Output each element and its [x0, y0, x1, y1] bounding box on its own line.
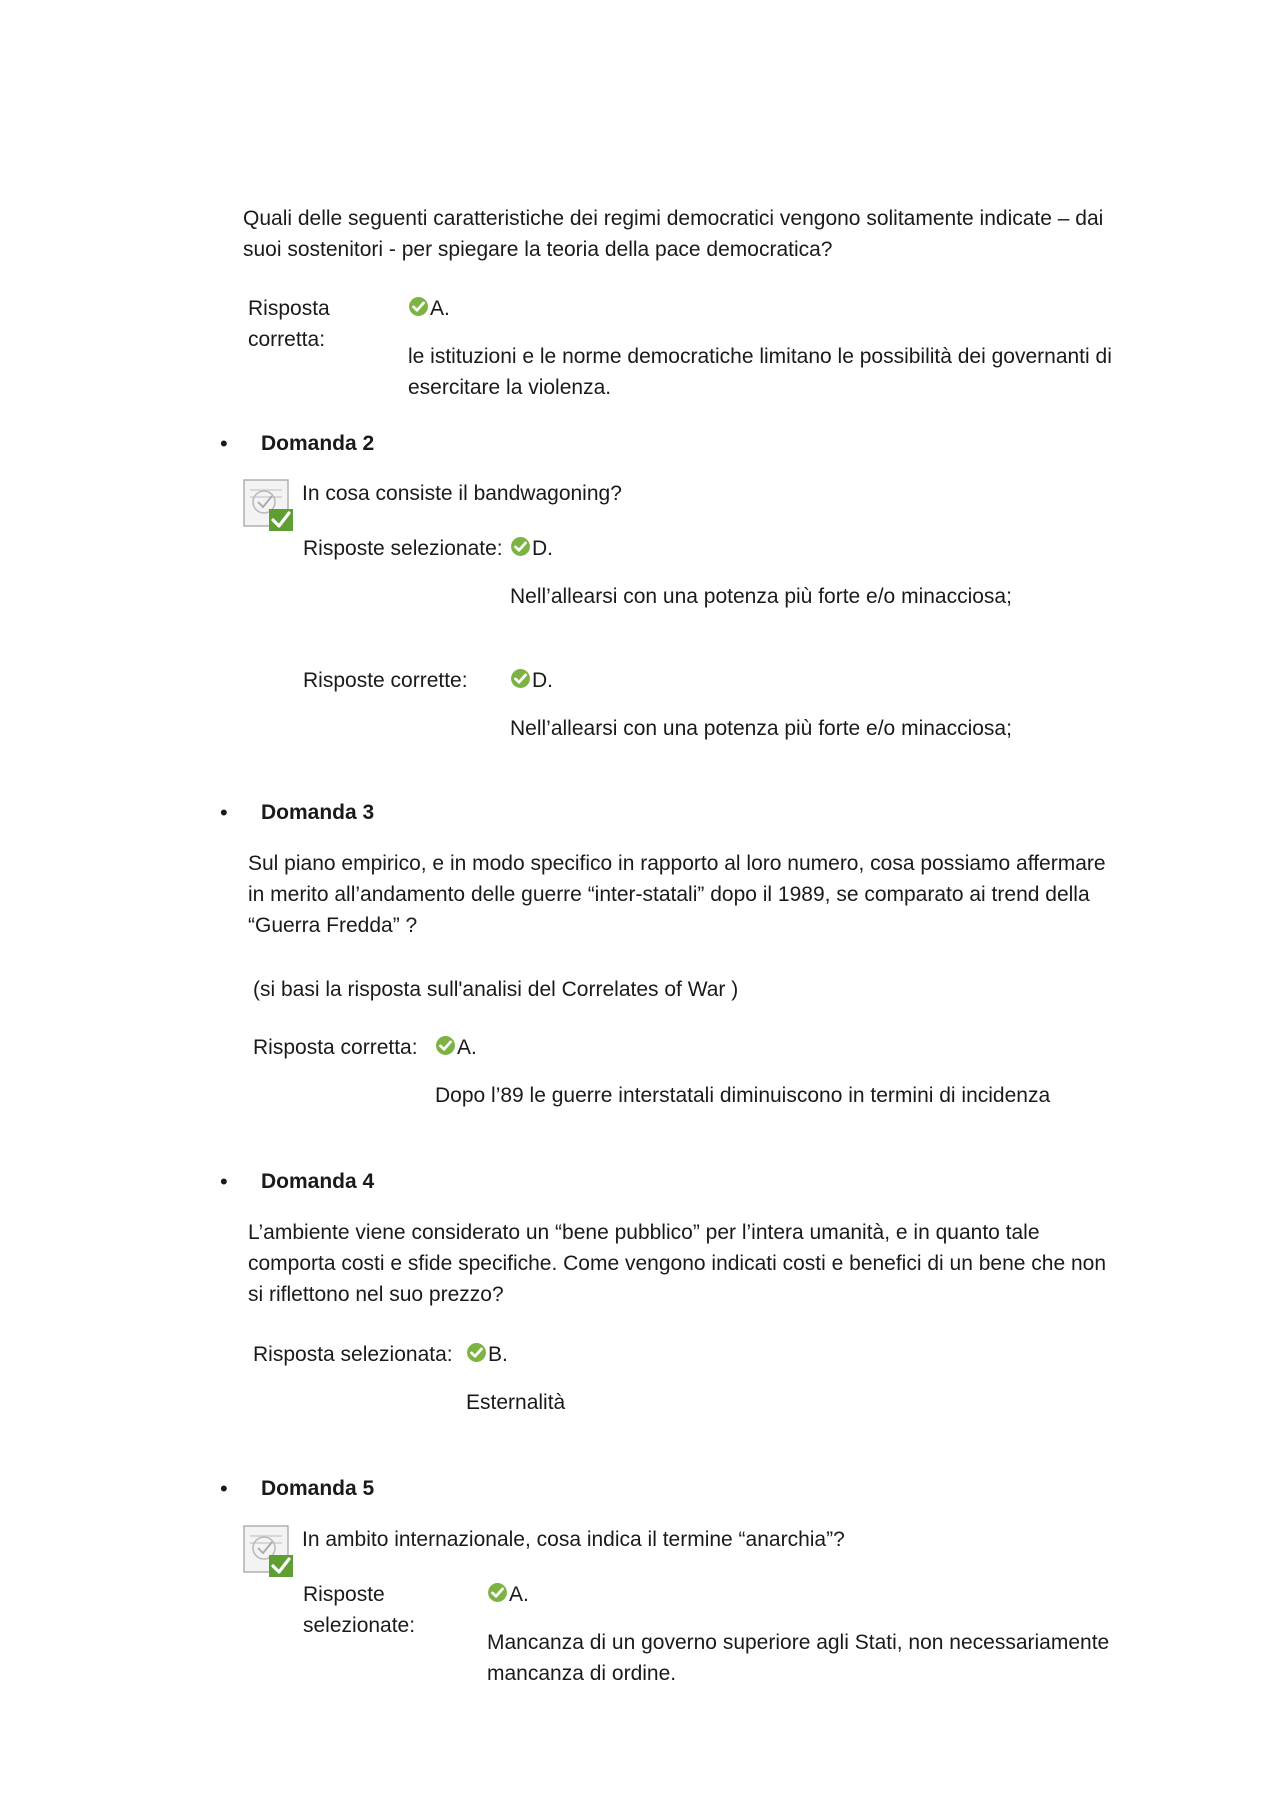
- answer-text: Nell’allearsi con una potenza più forte e/o minacciosa;: [510, 717, 1012, 740]
- correct-check-icon: [487, 1582, 508, 1603]
- bullet: •: [220, 431, 228, 456]
- answer-text-line: esercitare la violenza.: [408, 376, 612, 399]
- answer-option: [466, 1339, 508, 1370]
- answer-letter: A.: [509, 1583, 529, 1606]
- bullet: •: [220, 800, 228, 825]
- answer-text-line: le istituzioni e le norme democratiche limitano le possibilità dei governanti di: [408, 345, 1112, 368]
- answer-letter: D.: [532, 537, 553, 560]
- graded-question-icon: [242, 478, 296, 532]
- answer-label: Risposte corrette:: [303, 669, 468, 692]
- graded-question-icon: [242, 1524, 296, 1578]
- question-text: In cosa consiste il bandwagoning?: [302, 482, 622, 505]
- question-title: Domanda 5: [261, 1477, 375, 1500]
- answer-text-line: mancanza di ordine.: [487, 1662, 677, 1685]
- question-text-line: L’ambiente viene considerato un “bene pubblico” per l’intera umanità, e in quanto tale: [248, 1221, 1040, 1244]
- question-text-line: si riflettono nel suo prezzo?: [248, 1283, 504, 1306]
- bullet: •: [220, 1169, 228, 1194]
- answer-label: Risposta: [248, 297, 330, 320]
- answer-option: [510, 665, 553, 696]
- answer-label: Risposte: [303, 1583, 385, 1606]
- correct-check-icon: [408, 296, 429, 317]
- answer-letter: A.: [457, 1036, 477, 1059]
- answer-text: Nell’allearsi con una potenza più forte e/o minacciosa;: [510, 585, 1012, 608]
- answer-letter: B.: [488, 1343, 508, 1366]
- question-text-line: “Guerra Fredda” ?: [248, 914, 418, 937]
- answer-label: corretta:: [248, 328, 326, 351]
- correct-check-icon: [435, 1035, 456, 1056]
- answer-label: Risposta corretta:: [253, 1036, 418, 1059]
- answer-option: [435, 1032, 477, 1063]
- question-text-line: Sul piano empirico, e in modo specifico in rapporto al loro numero, cosa possiamo affermare: [248, 852, 1106, 875]
- bullet: •: [220, 1476, 228, 1501]
- answer-text: Esternalità: [466, 1391, 566, 1414]
- question-title: Domanda 3: [261, 801, 375, 824]
- question-text-line: Quali delle seguenti caratteristiche dei regimi democratici vengono solitamente indicate – dai: [243, 207, 1104, 230]
- correct-check-icon: [510, 536, 531, 557]
- answer-option: [408, 293, 450, 324]
- question-text: In ambito internazionale, cosa indica il termine “anarchia”?: [302, 1528, 845, 1551]
- answer-text-line: Mancanza di un governo superiore agli Stati, non necessariamente: [487, 1631, 1110, 1654]
- question-title: Domanda 2: [261, 432, 375, 455]
- question-text-line: suoi sostenitori - per spiegare la teoria della pace democratica?: [243, 238, 833, 261]
- correct-check-icon: [510, 668, 531, 689]
- question-text-line: comporta costi e sfide specifiche. Come vengono indicati costi e benefici di un bene che non: [248, 1252, 1107, 1275]
- question-note: (si basi la risposta sull'analisi del Correlates of War ): [253, 978, 739, 1001]
- answer-option: [510, 533, 553, 564]
- answer-label: Risposte selezionate:: [303, 537, 503, 560]
- answer-letter: D.: [532, 669, 553, 692]
- question-text-line: in merito all’andamento delle guerre “inter-statali” dopo il 1989, se comparato ai trend della: [248, 883, 1090, 906]
- answer-label: Risposta selezionata:: [253, 1343, 453, 1366]
- question-title: Domanda 4: [261, 1170, 375, 1193]
- answer-option: [487, 1579, 529, 1610]
- correct-check-icon: [466, 1342, 487, 1363]
- answer-label: selezionate:: [303, 1614, 416, 1637]
- answer-letter: A.: [430, 297, 450, 320]
- answer-text: Dopo l’89 le guerre interstatali diminuiscono in termini di incidenza: [435, 1084, 1051, 1107]
